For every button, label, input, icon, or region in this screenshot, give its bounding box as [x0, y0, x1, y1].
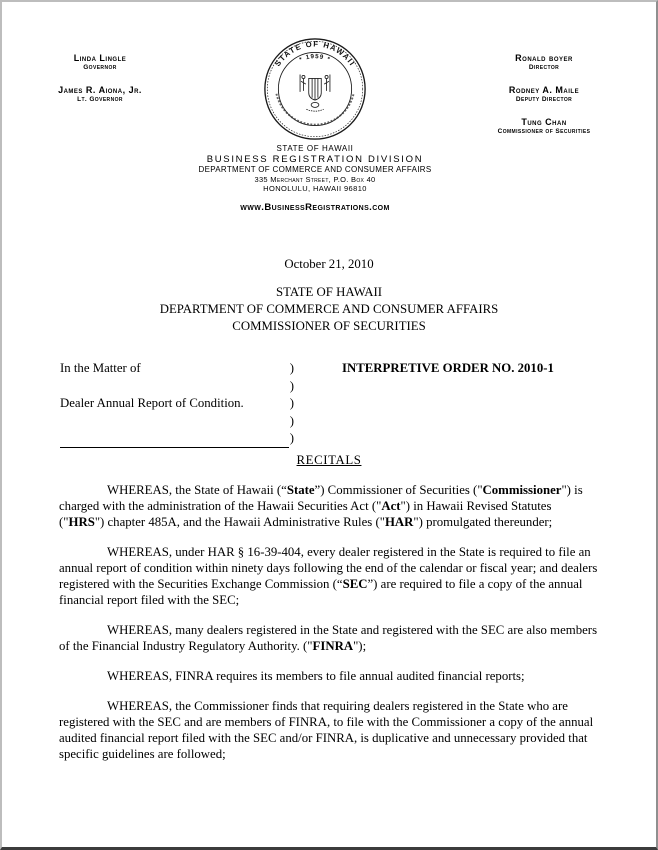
recital-text: ") promulgated thereunder;	[413, 514, 553, 529]
seal-top-text: STATE OF HAWAII	[272, 39, 358, 69]
recital-text: WHEREAS, under HAR § 16-39-404, every dealer registered in the State is required to file an annual report of condition within ninety days following the end of the calendar or fiscal year; and dealers registered with the Securities Exchange Commission (“	[59, 544, 598, 591]
official-title: Governor	[83, 64, 117, 71]
agency-department: DEPARTMENT OF COMMERCE AND CONSUMER AFFAIRS	[198, 165, 432, 174]
official-right	[442, 117, 646, 136]
official-left	[12, 53, 188, 72]
official-left	[12, 85, 188, 104]
title-line-department: DEPARTMENT OF COMMERCE AND CONSUMER AFFAIRS	[159, 302, 499, 316]
caption-row	[60, 413, 294, 431]
hawaii-state-seal-icon	[262, 36, 368, 142]
recital-paragraph	[59, 698, 599, 762]
recital-text: ") is charged with the administration of the Hawaii Securities Act ("	[59, 482, 583, 513]
caption-paren: )	[289, 396, 294, 410]
caption-row	[60, 378, 294, 396]
defined-term: HRS	[68, 514, 95, 529]
recital-text: ");	[353, 638, 367, 653]
official-name: Ronald boyer	[515, 53, 573, 63]
title-line-state: STATE OF HAWAII	[275, 285, 382, 299]
agency-division: BUSINESS REGISTRATION DIVISION	[206, 154, 424, 165]
official-name: Linda Lingle	[73, 53, 127, 63]
recital-paragraph	[59, 622, 599, 654]
recitals-body	[59, 482, 599, 762]
document-date: October 21, 2010	[284, 257, 374, 271]
letterhead-center	[188, 36, 442, 213]
recital-text: WHEREAS, the Commissioner finds that requiring dealers registered in the State who are registered with the SEC and are members of FINRA, to file with the Commissioner a copy of the annual audited financial report filed with the SEC and/or FINRA, is duplicative and unnecessary provided that specific guidelines are followed;	[59, 698, 594, 761]
defined-term: HAR	[384, 514, 414, 529]
recital-text: ”) Commissioner of Securities ("	[314, 482, 483, 497]
caption-paren: )	[289, 378, 294, 393]
svg-text:STATE OF HAWAII	[273, 40, 357, 69]
official-name: Tung Chan	[521, 117, 567, 127]
seal-year-text: * 1959 *	[298, 53, 332, 64]
caption-text: In the Matter of	[60, 361, 141, 375]
official-title: Director	[528, 64, 560, 71]
caption-row	[60, 395, 294, 413]
defined-term: SEC	[342, 576, 368, 591]
caption-row	[60, 430, 294, 448]
recital-text: WHEREAS, the State of Hawaii (“	[107, 482, 287, 497]
document-title	[2, 284, 656, 335]
agency-street-address: 335 Merchant Street, P.O. Box 40	[254, 175, 376, 184]
recital-paragraph	[59, 544, 599, 608]
interpretive-order-number: INTERPRETIVE ORDER NO. 2010-1	[342, 361, 554, 375]
defined-term: FINRA	[312, 638, 354, 653]
official-title: Lt. Governor	[77, 96, 123, 103]
officials-left	[12, 36, 188, 213]
recitals-heading: RECITALS	[296, 452, 362, 467]
agency-state: STATE OF HAWAII	[276, 144, 354, 153]
defined-term: Commissioner	[482, 482, 562, 497]
caption-text	[60, 430, 289, 448]
caption-paren: )	[289, 361, 294, 375]
case-caption	[60, 360, 598, 448]
agency-website: www.BusinessRegistrations.com	[240, 202, 390, 213]
defined-term: Act	[381, 498, 401, 513]
recital-text: ") chapter 485A, and the Hawaii Administrative Rules ("	[94, 514, 385, 529]
official-title: Commissioner of Securities	[497, 128, 591, 135]
defined-term: State	[286, 482, 315, 497]
agency-block	[199, 144, 432, 213]
officials-right	[442, 36, 646, 213]
recital-text: WHEREAS, FINRA requires its members to file annual audited financial reports;	[107, 668, 525, 683]
official-right	[442, 85, 646, 104]
official-name: Rodney A. Maile	[508, 85, 580, 95]
recital-text: WHEREAS, many dealers registered in the State and registered with the SEC are also members of the Financial Industry Regulatory Authority. ("	[59, 622, 598, 653]
official-right	[442, 53, 646, 72]
recital-paragraph	[59, 668, 599, 684]
recital-text: ”) are required to file a copy of the annual financial report filed with the SEC;	[59, 576, 583, 607]
seal-crest	[300, 75, 330, 112]
caption-row	[60, 360, 294, 378]
caption-text: Dealer Annual Report of Condition.	[60, 396, 244, 410]
recital-paragraph	[59, 482, 599, 530]
caption-left-column	[60, 360, 294, 448]
recital-text: ") in Hawaii Revised Statutes ("	[59, 498, 552, 529]
agency-city-zip: HONOLULU, HAWAII 96810	[263, 184, 367, 193]
caption-paren: )	[289, 413, 294, 428]
official-title: Deputy Director	[515, 96, 573, 103]
letterhead	[2, 2, 656, 213]
caption-paren: )	[289, 431, 294, 445]
title-line-commissioner: COMMISSIONER OF SECURITIES	[232, 319, 426, 333]
official-name: James R. Aiona, Jr.	[58, 85, 142, 95]
